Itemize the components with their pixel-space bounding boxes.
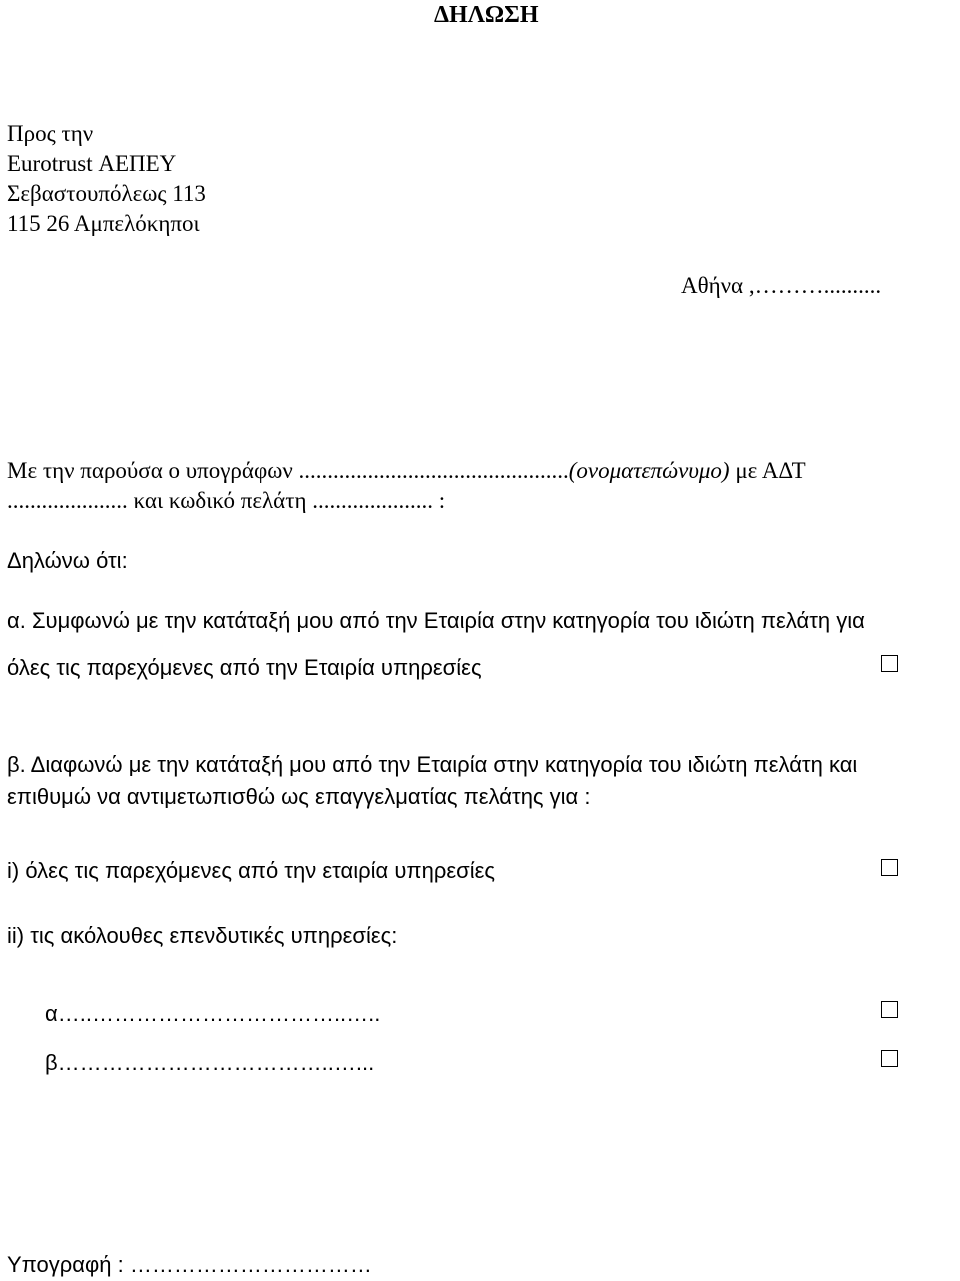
option-a-line-1: α. Συμφωνώ με την κατάταξή μου από την Εταιρία στην κατηγορία του ιδιώτη πελάτη για xyxy=(7,608,865,633)
service-alpha-line: α…..……………………………..….. xyxy=(45,1001,381,1026)
option-b-line-1: β. Διαφωνώ με την κατάταξή μου από την Εταιρία στην κατηγορία του ιδιώτη πελάτη και xyxy=(7,752,858,777)
option-b-i-label: i) όλες τις παρεχόμενες από την εταιρία υπηρεσίες xyxy=(7,858,496,883)
option-a-checkbox[interactable] xyxy=(881,655,898,672)
service-alpha-checkbox[interactable] xyxy=(881,1001,898,1018)
intro-line-2: ..................... και κωδικό πελάτη ..................... : xyxy=(7,488,446,513)
date-line: Αθήνα ,……….......... xyxy=(681,273,882,298)
option-b-ii-label: ii) τις ακόλουθες επενδυτικές υπηρεσίες: xyxy=(7,923,398,948)
intro-line-1 xyxy=(7,459,806,482)
service-beta-line: β………………………………..…... xyxy=(45,1050,375,1075)
service-beta-checkbox[interactable] xyxy=(881,1050,898,1067)
recipient-line-4: 115 26 Αμπελόκηποι xyxy=(7,211,200,236)
option-b-line-2: επιθυμώ να αντιμετωπισθώ ως επαγγελματίας πελάτης για : xyxy=(7,784,591,809)
signature-line: Υπογραφή : …………………………… xyxy=(7,1252,372,1277)
recipient-line-2: Eurotrust ΑΕΠΕΥ xyxy=(7,151,177,176)
recipient-line-1: Προς την xyxy=(7,121,94,146)
recipient-line-3: Σεβαστουπόλεως 113 xyxy=(7,181,206,206)
option-b-i-checkbox[interactable] xyxy=(881,859,898,876)
option-a-line-2: όλες τις παρεχόμενες από την Εταιρία υπηρεσίες xyxy=(7,655,482,680)
name-hint: (ονοματεπώνυμο) xyxy=(568,458,730,483)
intro-line-1-end: με ΑΔΤ xyxy=(729,458,806,483)
declare-heading: Δηλώνω ότι: xyxy=(7,548,128,573)
page-title: ΔΗΛΩΣΗ xyxy=(434,2,539,28)
intro-line-1-start: Με την παρούσα ο υπογράφων ............................................... xyxy=(7,458,569,483)
